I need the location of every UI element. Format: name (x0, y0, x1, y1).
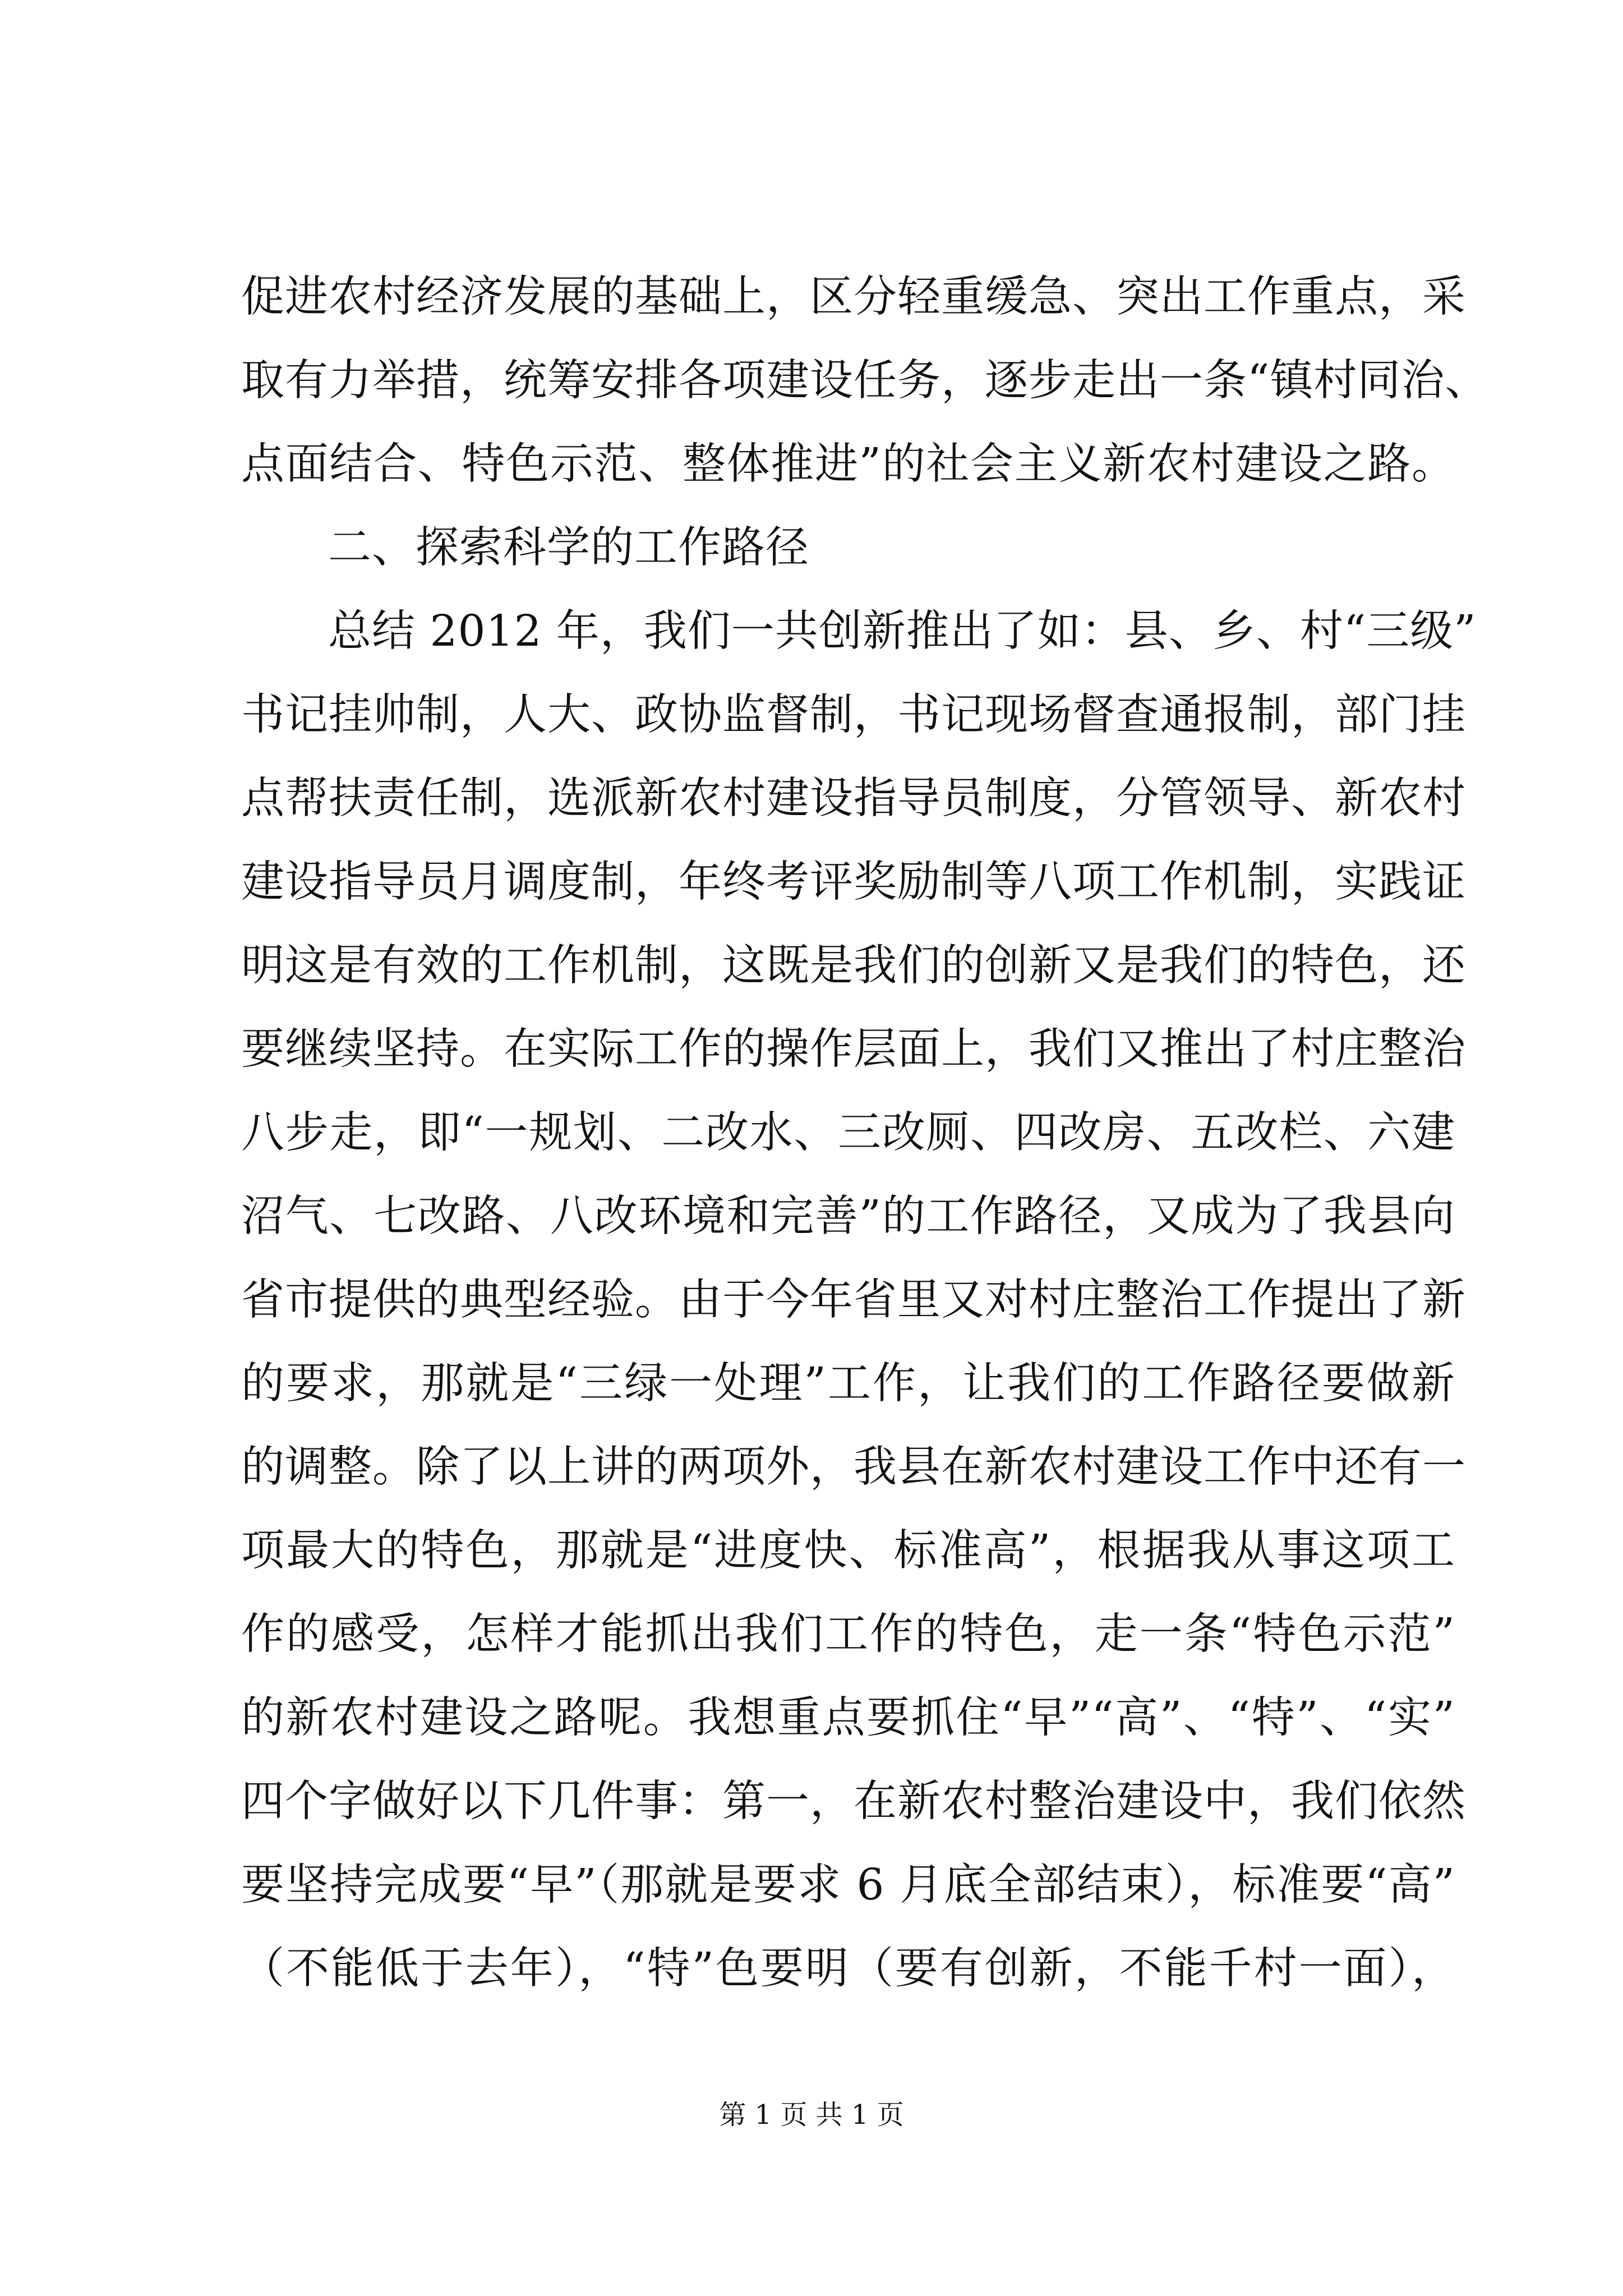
text-line: 取有力举措，统筹安排各项建设任务，逐步走出一条“镇村同治、 (241, 356, 1489, 406)
text-line: 点面结合、特色示范、整体推进”的社会主义新农村建设之路。 (241, 439, 1455, 489)
text-line: 的要求，那就是“三绿一处理”工作，让我们的工作路径要做新 (241, 1359, 1455, 1409)
text-line: （不能低于去年），“特”色要明（要有创新，不能千村一面）， (241, 1944, 1455, 1994)
text-line: 建设指导员月调度制，年终考评奖励制等八项工作机制，实践证 (241, 857, 1466, 907)
text-line: 总结 2012 年，我们一共创新推出了如：县、乡、村“三级” (328, 606, 1477, 656)
text-line: 沼气、七改路、八改环境和完善”的工作路径，又成为了我县向 (241, 1191, 1455, 1241)
text-line: 作的感受，怎样才能抓出我们工作的特色，走一条“特色示范” (241, 1609, 1455, 1659)
text-line: 的新农村建设之路呢。我想重点要抓住“早”“高”、“特”、“实” (241, 1693, 1455, 1743)
text-line: 四个字做好以下几件事：第一，在新农村整治建设中，我们依然 (241, 1777, 1466, 1826)
page-number-footer: 第 1 页 共 1 页 (719, 2099, 904, 2131)
text-line: 省市提供的典型经验。由于今年省里又对村庄整治工作提出了新 (241, 1275, 1466, 1325)
text-line: 促进农村经济发展的基础上，区分轻重缓急、突出工作重点，采 (241, 272, 1466, 322)
text-line: 要继续坚持。在实际工作的操作层面上，我们又推出了村庄整治 (241, 1024, 1466, 1074)
text-line: 书记挂帅制，人大、政协监督制，书记现场督查通报制，部门挂 (241, 690, 1466, 740)
section-heading: 二、探索科学的工作路径 (328, 523, 809, 573)
text-line: 八步走，即“一规划、二改水、三改厕、四改房、五改栏、六建 (241, 1108, 1455, 1158)
text-line: 项最大的特色，那就是“进度快、标准高”，根据我从事这项工 (241, 1526, 1455, 1576)
text-line: 的调整。除了以上讲的两项外，我县在新农村建设工作中还有一 (241, 1442, 1466, 1492)
body-text (241, 255, 1489, 2010)
text-line: 要坚持完成要“早”（那就是要求 6 月底全部结束），标准要“高” (241, 1860, 1455, 1910)
text-line: 明这是有效的工作机制，这既是我们的创新又是我们的特色，还 (241, 941, 1466, 991)
text-line: 点帮扶责任制，选派新农村建设指导员制度，分管领导、新农村 (241, 774, 1466, 823)
